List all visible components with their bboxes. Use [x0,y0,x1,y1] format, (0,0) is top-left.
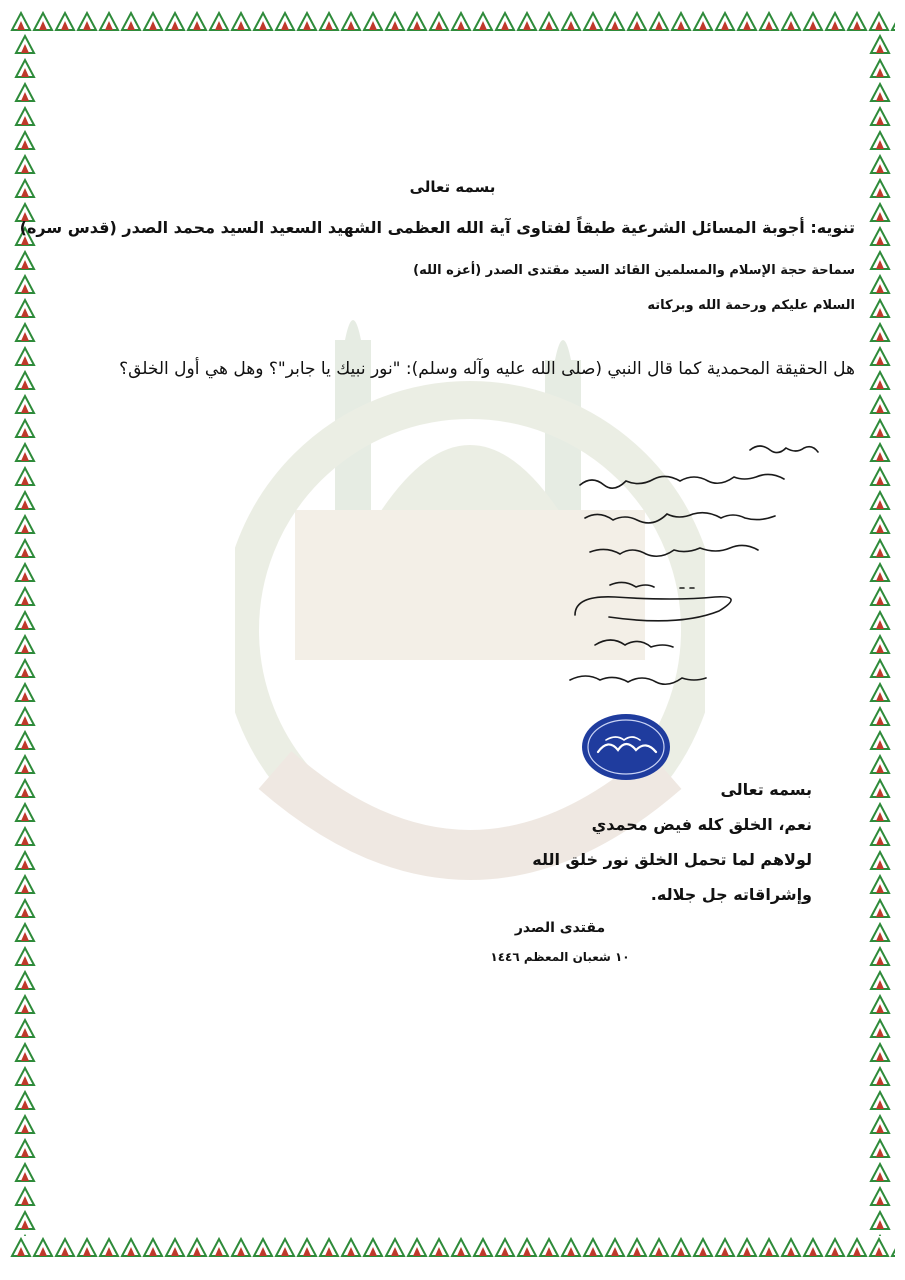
header-basmala: بسمه تعالى [409,178,496,196]
answer-block [482,772,812,912]
decorative-border-bottom [10,1236,895,1258]
answer-line: بسمه تعالى [720,780,812,799]
notice-line: تنويه: أجوبة المسائل الشرعية طبقاً لفتاوى آية الله العظمى الشهيد السعيد السيد محمد الصدر (قدس سره) [19,218,855,237]
signature-name: مقتدى الصدر [514,920,606,936]
answer-line: وإشراقاته جل جلاله. [650,885,812,904]
address-line: سماحة حجة الإسلام والمسلمين القائد السيد مقتدى الصدر (أعزه الله) [413,263,855,278]
question-text: هل الحقيقة المحمدية كما قال النبي (صلى الله عليه وآله وسلم): "نور نبيك يا جابر"؟ وهل هي أول الخلق؟ [119,359,855,379]
signature-date: ١٠ شعبان المعظم ١٤٤٦ [490,950,630,964]
decorative-border-right [869,32,891,1236]
greeting-line: السلام عليكم ورحمة الله وبركاته [647,298,855,313]
decorative-border-left [14,32,36,1236]
answer-line: نعم، الخلق كله فيض محمدي [591,815,812,834]
answer-line: لولاهم لما تحمل الخلق نور خلق الله [532,850,812,869]
handwritten-answer-signature [540,430,840,710]
decorative-border-top [10,10,895,32]
